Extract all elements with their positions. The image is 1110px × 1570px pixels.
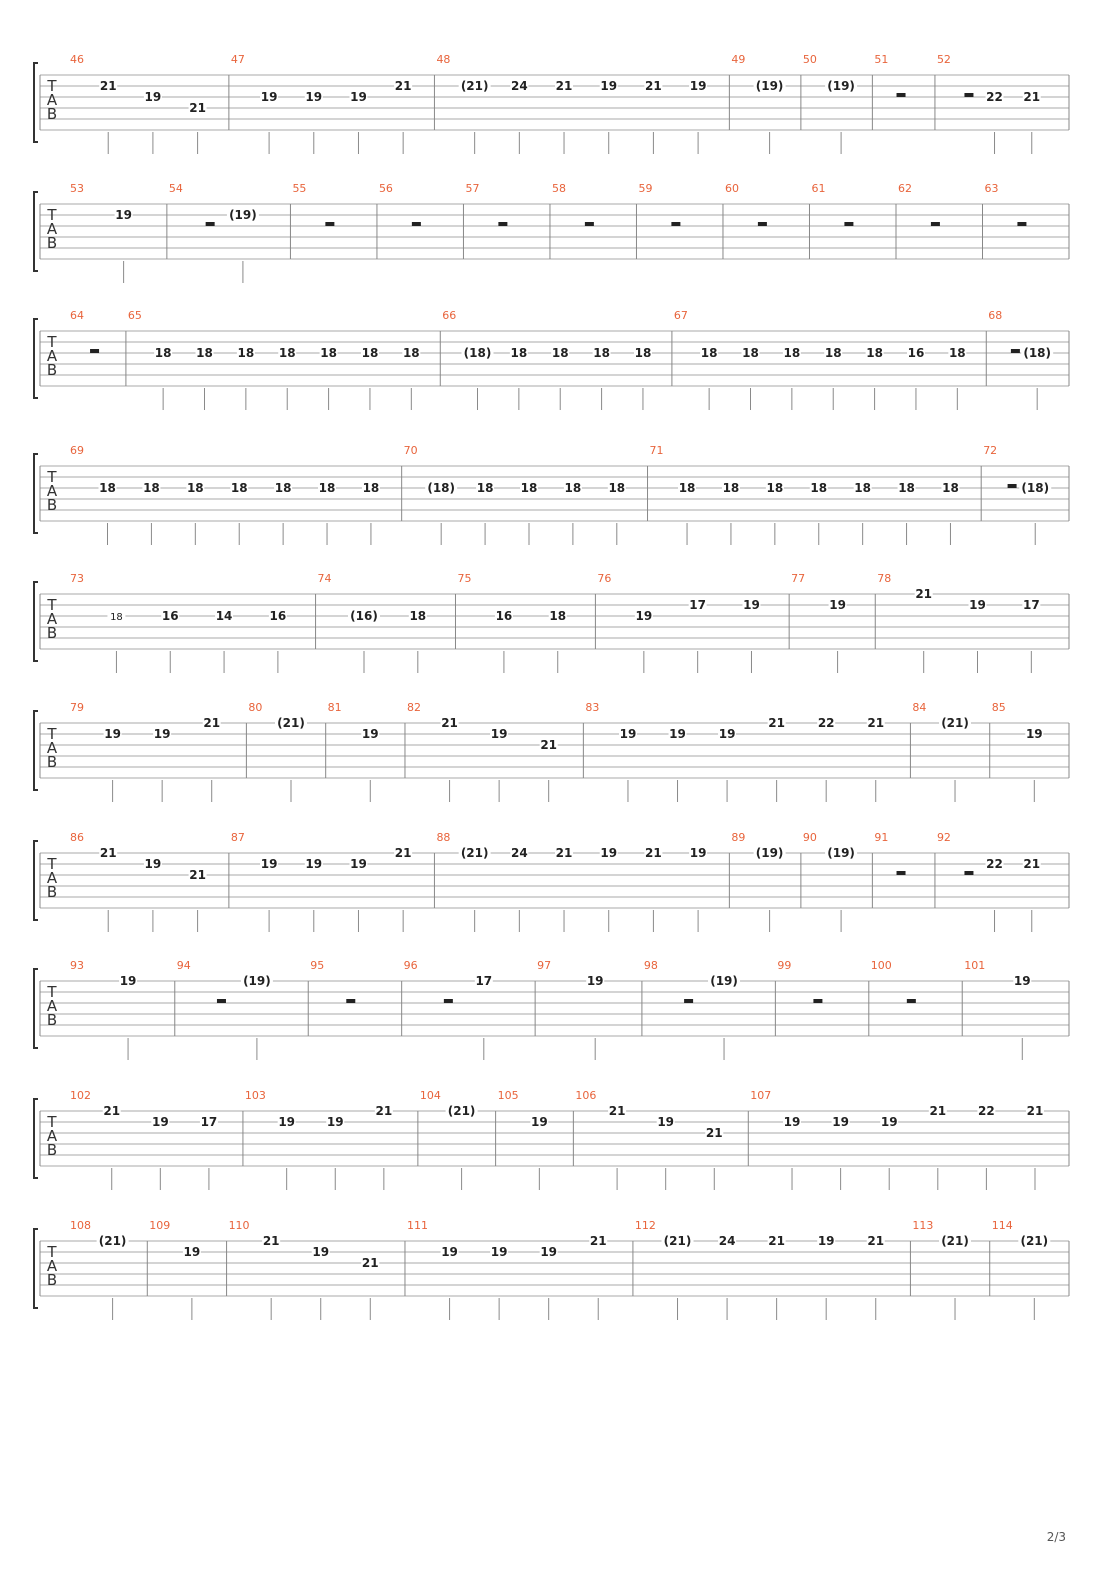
measure-number: 74 (317, 572, 332, 585)
fret-number: 21 (555, 79, 573, 93)
fret-number: 19 (669, 727, 686, 741)
measure-number: 76 (597, 572, 612, 585)
tab-clef-letter: B (46, 624, 58, 642)
tab-clef-letter: T (47, 468, 57, 486)
measure-number: 86 (70, 831, 84, 844)
fret-number: 19 (1013, 974, 1031, 988)
fret-number: 19 (312, 1245, 330, 1259)
fret-number: 18 (154, 346, 172, 360)
fret-number: 18 (520, 481, 538, 495)
fret-number: (19) (710, 974, 738, 988)
fret-number: 21 (555, 846, 573, 860)
fret-number: 19 (260, 857, 278, 871)
fret-number: 21 (915, 587, 933, 601)
rest-symbol (907, 999, 916, 1003)
fret-number: 19 (969, 598, 986, 612)
fret-number: 19 (305, 857, 323, 871)
fret-number: 19 (817, 1234, 835, 1248)
rest-symbol (964, 871, 973, 875)
rest-symbol (217, 999, 226, 1003)
fret-number: 18 (700, 346, 718, 360)
measure-number: 107 (750, 1089, 772, 1102)
measure-number: 103 (244, 1089, 266, 1102)
fret-number: 19 (115, 208, 132, 222)
fret-number: 16 (495, 609, 513, 623)
fret-number: 18 (320, 346, 337, 360)
measure-number: 72 (983, 444, 998, 457)
fret-number: 21 (589, 1234, 607, 1248)
tab-clef-letter: A (46, 997, 58, 1015)
fret-number: 19 (880, 1115, 898, 1129)
tab-clef-letter: B (46, 1011, 58, 1029)
measure-number: 52 (936, 53, 951, 66)
fret-number: 17 (1022, 598, 1040, 612)
measure-number: 104 (419, 1089, 441, 1102)
tab-clef-letter: T (47, 206, 57, 224)
measure-number: 60 (724, 182, 739, 195)
fret-number: (21) (277, 716, 305, 730)
fret-number: 19 (540, 1245, 558, 1259)
tab-clef-letter: B (46, 496, 58, 514)
fret-number: 21 (189, 868, 206, 882)
measure-number: 78 (877, 572, 892, 585)
measure-number: 49 (731, 53, 746, 66)
fret-number: (18) (1021, 481, 1050, 495)
fret-number: 19 (490, 1245, 508, 1259)
fret-number: 16 (907, 346, 925, 360)
fret-number: 19 (305, 90, 323, 104)
measure-number: 85 (991, 701, 1006, 714)
fret-number: (21) (98, 1234, 127, 1248)
fret-number: 18 (510, 346, 528, 360)
fret-number: 19 (151, 1115, 169, 1129)
fret-number: 18 (608, 481, 626, 495)
measure-number: 54 (168, 182, 183, 195)
measure-number: 62 (897, 182, 912, 195)
measure-number: 100 (870, 959, 892, 972)
measure-number: 82 (406, 701, 421, 714)
fret-number: 19 (490, 727, 508, 741)
tab-clef-letter: T (47, 725, 57, 743)
fret-number: (21) (460, 846, 489, 860)
fret-number: 19 (657, 1115, 675, 1129)
measure-number: 88 (436, 831, 451, 844)
fret-number: (19) (229, 208, 257, 222)
fret-number: 19 (144, 857, 162, 871)
measure-number: 73 (70, 572, 84, 585)
fret-number: (21) (663, 1234, 692, 1248)
system-bracket (34, 969, 38, 1048)
fret-number: (21) (1020, 1234, 1049, 1248)
fret-number: 18 (634, 346, 652, 360)
fret-number: 19 (718, 727, 736, 741)
fret-number: 18 (278, 346, 296, 360)
fret-number: (18) (427, 481, 456, 495)
fret-number: 18 (551, 346, 569, 360)
fret-number: 18 (318, 481, 336, 495)
measure-number: 79 (70, 701, 84, 714)
fret-number: 21 (1023, 90, 1041, 104)
tab-clef-letter: T (47, 983, 57, 1001)
fret-number: 18 (237, 346, 255, 360)
fret-number: 22 (986, 857, 1003, 871)
rest-symbol (1008, 484, 1017, 488)
measure-number: 47 (230, 53, 245, 66)
system-bracket (34, 319, 38, 398)
fret-number: 18 (143, 481, 160, 495)
fret-number: 19 (829, 598, 846, 612)
fret-number: 18 (362, 481, 380, 495)
fret-number: 19 (689, 79, 707, 93)
system-bracket (34, 582, 38, 661)
fret-number: 18 (824, 346, 842, 360)
measure-number: 113 (912, 1219, 934, 1232)
fret-number: 21 (1023, 857, 1041, 871)
measure-number: 46 (70, 53, 84, 66)
fret-number: 18 (99, 481, 116, 495)
rest-symbol (444, 999, 453, 1003)
rest-symbol (412, 222, 421, 226)
fret-number: 21 (867, 716, 885, 730)
fret-number: 19 (278, 1115, 296, 1129)
rest-symbol (1011, 349, 1020, 353)
tab-clef-letter: B (46, 105, 58, 123)
fret-number: 18 (948, 346, 966, 360)
fret-number: 18 (722, 481, 740, 495)
rest-symbol (931, 222, 940, 226)
measure-number: 55 (292, 182, 307, 195)
measure-number: 87 (230, 831, 245, 844)
fret-number: 21 (645, 79, 662, 93)
tab-clef-letter: A (46, 739, 58, 757)
fret-number: 19 (350, 857, 367, 871)
measure-number: 50 (802, 53, 817, 66)
fret-number: 17 (200, 1115, 218, 1129)
system-bracket (34, 63, 38, 142)
fret-number: 19 (619, 727, 637, 741)
measure-number: 110 (228, 1219, 250, 1232)
fret-number: (19) (827, 846, 855, 860)
fret-number: 21 (540, 738, 558, 752)
measure-number: 114 (991, 1219, 1013, 1232)
fret-number: 18 (678, 481, 696, 495)
fret-number: 21 (768, 716, 785, 730)
fret-number: 19 (743, 598, 760, 612)
fret-number: 21 (394, 846, 412, 860)
system-bracket (34, 192, 38, 271)
measure-number: 102 (70, 1089, 91, 1102)
fret-number: 19 (441, 1245, 458, 1259)
system-bracket (34, 841, 38, 920)
tab-clef-letter: B (46, 883, 58, 901)
fret-number: (18) (1023, 346, 1052, 360)
fret-number: 18 (230, 481, 248, 495)
fret-number: 19 (326, 1115, 344, 1129)
rest-symbol (90, 349, 99, 353)
fret-number: 21 (361, 1256, 379, 1270)
rest-symbol (758, 222, 767, 226)
fret-number: 21 (103, 1104, 121, 1118)
measure-number: 83 (585, 701, 600, 714)
tab-clef-letter: A (46, 91, 58, 109)
fret-number: 18 (766, 481, 784, 495)
fret-number: (21) (941, 1234, 969, 1248)
measure-number: 92 (936, 831, 951, 844)
tab-clef-letter: B (46, 234, 58, 252)
rest-symbol (346, 999, 355, 1003)
measure-number: 106 (575, 1089, 597, 1102)
measure-number: 97 (537, 959, 552, 972)
fret-number: 18 (402, 346, 420, 360)
fret-number: 18 (361, 346, 379, 360)
tab-clef-letter: T (47, 1113, 57, 1131)
measure-number: 70 (403, 444, 418, 457)
fret-number: 21 (203, 716, 221, 730)
fret-number: 18 (186, 481, 204, 495)
tab-clef-letter: T (47, 1243, 57, 1261)
tab-clef-letter: A (46, 347, 58, 365)
measure-number: 94 (176, 959, 191, 972)
measure-number: 64 (70, 309, 84, 322)
system-bracket (34, 1099, 38, 1178)
tab-clef-letter: A (46, 610, 58, 628)
fret-number: 21 (705, 1126, 723, 1140)
fret-number: (16) (350, 609, 378, 623)
fret-number: 14 (215, 609, 233, 623)
fret-number: 21 (1026, 1104, 1044, 1118)
fret-number: 17 (689, 598, 707, 612)
fret-number: 21 (375, 1104, 393, 1118)
fret-number: 21 (768, 1234, 785, 1248)
measure-number: 71 (649, 444, 664, 457)
fret-number: (21) (941, 716, 969, 730)
fret-number: 19 (153, 727, 171, 741)
fret-number: 21 (189, 101, 206, 115)
measure-number: 108 (70, 1219, 91, 1232)
rest-symbol (844, 222, 853, 226)
fret-number: 22 (817, 716, 835, 730)
fret-number: 19 (600, 846, 618, 860)
measure-number: 96 (403, 959, 418, 972)
rest-symbol (498, 222, 507, 226)
fret-number: 17 (475, 974, 493, 988)
measure-number: 109 (149, 1219, 171, 1232)
fret-number: 18 (742, 346, 759, 360)
measure-number: 75 (457, 572, 472, 585)
rest-symbol (206, 222, 215, 226)
rest-symbol (585, 222, 594, 226)
fret-number: 18 (898, 481, 915, 495)
fret-number: 19 (183, 1245, 201, 1259)
measure-number: 53 (70, 182, 84, 195)
fret-number: 19 (586, 974, 604, 988)
tab-clef-letter: B (46, 753, 58, 771)
fret-number: 19 (689, 846, 707, 860)
measure-number: 68 (988, 309, 1003, 322)
fret-number: 18 (810, 481, 828, 495)
fret-number: 18 (593, 346, 610, 360)
measure-number: 95 (310, 959, 325, 972)
measure-number: 67 (673, 309, 688, 322)
fret-number: (21) (460, 79, 489, 93)
fret-number: 19 (260, 90, 278, 104)
tab-clef-letter: T (47, 855, 57, 873)
fret-number: 18 (783, 346, 801, 360)
measure-number: 65 (127, 309, 142, 322)
fret-number: 19 (361, 727, 379, 741)
fret-number: 18 (274, 481, 292, 495)
fret-number: (19) (755, 79, 784, 93)
tab-clef-letter: B (46, 361, 58, 379)
measure-number: 105 (497, 1089, 519, 1102)
fret-number: 24 (510, 79, 528, 93)
fret-number: 19 (635, 609, 653, 623)
tab-clef-letter: A (46, 220, 58, 238)
system-bracket (34, 711, 38, 790)
rest-symbol (964, 93, 973, 97)
fret-number: 21 (262, 1234, 280, 1248)
fret-number: 19 (1025, 727, 1043, 741)
measure-number: 90 (802, 831, 817, 844)
rest-symbol (1017, 222, 1026, 226)
fret-number: 21 (645, 846, 662, 860)
fret-number: 18 (942, 481, 959, 495)
measure-number: 99 (777, 959, 792, 972)
fret-number: 18 (549, 609, 567, 623)
fret-number: 21 (99, 846, 117, 860)
fret-number: 22 (978, 1104, 995, 1118)
measure-number: 89 (731, 831, 746, 844)
fret-number: 18 (854, 481, 872, 495)
measure-number: 59 (638, 182, 653, 195)
measure-number: 66 (442, 309, 457, 322)
measure-number: 77 (791, 572, 806, 585)
measure-number: 69 (70, 444, 84, 457)
measure-number: 80 (248, 701, 263, 714)
measure-number: 81 (327, 701, 342, 714)
tab-clef-letter: B (46, 1271, 58, 1289)
fret-number: 19 (119, 974, 137, 988)
rest-symbol (684, 999, 693, 1003)
fret-number: (19) (755, 846, 784, 860)
fret-number: 18 (866, 346, 883, 360)
fret-number: 19 (600, 79, 618, 93)
fret-number: 18 (409, 609, 427, 623)
measure-number: 57 (465, 182, 480, 195)
fret-number: 21 (394, 79, 412, 93)
page-number: 2/3 (1046, 1530, 1066, 1544)
fret-number: 21 (441, 716, 458, 730)
fret-number: 18 (110, 612, 123, 623)
fret-number: 19 (530, 1115, 548, 1129)
rest-symbol (897, 871, 906, 875)
rest-symbol (813, 999, 822, 1003)
fret-number: 21 (99, 79, 117, 93)
measure-number: 48 (436, 53, 451, 66)
rest-symbol (325, 222, 334, 226)
measure-number: 112 (634, 1219, 656, 1232)
tab-clef-letter: T (47, 596, 57, 614)
fret-number: 16 (269, 609, 287, 623)
fret-number: 21 (929, 1104, 947, 1118)
rest-symbol (897, 93, 906, 97)
tab-clef-letter: A (46, 869, 58, 887)
fret-number: (18) (463, 346, 492, 360)
measure-number: 111 (406, 1219, 428, 1232)
measure-number: 61 (811, 182, 826, 195)
tab-clef-letter: A (46, 1127, 58, 1145)
measure-number: 51 (874, 53, 889, 66)
measure-number: 58 (551, 182, 566, 195)
system-bracket (34, 454, 38, 533)
fret-number: 18 (196, 346, 213, 360)
measure-number: 91 (874, 831, 889, 844)
fret-number: 21 (608, 1104, 626, 1118)
fret-number: 19 (144, 90, 162, 104)
tab-clef-letter: T (47, 333, 57, 351)
fret-number: 22 (986, 90, 1003, 104)
fret-number: 24 (510, 846, 528, 860)
fret-number: 19 (832, 1115, 849, 1129)
tab-clef-letter: A (46, 1257, 58, 1275)
fret-number: 21 (867, 1234, 885, 1248)
fret-number: (21) (447, 1104, 476, 1118)
fret-number: 18 (564, 481, 582, 495)
tab-clef-letter: B (46, 1141, 58, 1159)
fret-number: (19) (827, 79, 855, 93)
measure-number: 56 (378, 182, 393, 195)
system-bracket (34, 1229, 38, 1308)
fret-number: 19 (104, 727, 121, 741)
fret-number: (19) (243, 974, 271, 988)
measure-number: 84 (912, 701, 927, 714)
measure-number: 93 (70, 959, 84, 972)
fret-number: 24 (718, 1234, 736, 1248)
fret-number: 16 (161, 609, 179, 623)
tab-clef-letter: T (47, 77, 57, 95)
measure-number: 63 (984, 182, 999, 195)
tab-clef-letter: A (46, 482, 58, 500)
measure-number: 98 (643, 959, 658, 972)
fret-number: 18 (476, 481, 494, 495)
rest-symbol (671, 222, 680, 226)
fret-number: 19 (350, 90, 367, 104)
fret-number: 19 (783, 1115, 801, 1129)
measure-number: 101 (964, 959, 986, 972)
